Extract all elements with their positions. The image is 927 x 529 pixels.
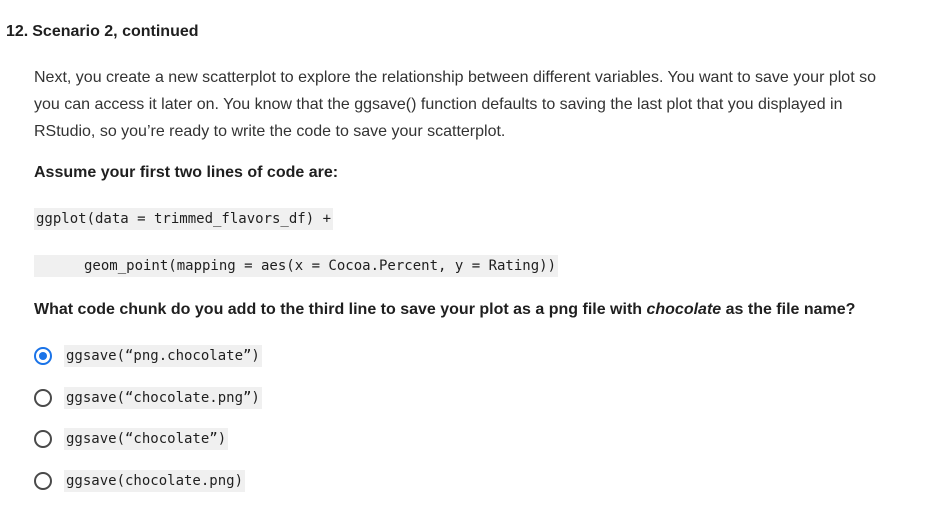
radio-unselected-icon[interactable] xyxy=(34,389,52,407)
code-line-1: ggplot(data = trimmed_flavors_df) + xyxy=(34,208,333,230)
answer-option-label: ggsave(chocolate.png) xyxy=(64,470,245,492)
scenario-description: Next, you create a new scatterplot to explore the relationship between different variables. You want to save your plot so you can access it later on. You know that the ggsave() function defaults to saving the last plot that you displayed in RStudio, so you’re ready to write the code to save your scatterplot. xyxy=(34,69,876,140)
answer-option-label: ggsave(“png.chocolate”) xyxy=(64,345,262,367)
prompt-text-after: as the file name? xyxy=(721,301,856,318)
question-number: 12. xyxy=(6,23,29,40)
prompt-text-before: What code chunk do you add to the third line to save your plot as a png file with xyxy=(34,301,647,318)
assume-label: Assume your first two lines of code are: xyxy=(34,164,339,181)
radio-unselected-icon[interactable] xyxy=(34,472,52,490)
answer-option-label: ggsave(“chocolate.png”) xyxy=(64,387,262,409)
answer-option-3[interactable] xyxy=(34,427,434,451)
question-heading xyxy=(6,23,199,41)
answer-option-1[interactable] xyxy=(34,344,434,368)
answer-options xyxy=(34,344,434,510)
answer-option-2[interactable] xyxy=(34,386,434,410)
radio-selected-icon[interactable] xyxy=(34,347,52,365)
answer-option-label: ggsave(“chocolate”) xyxy=(64,428,228,450)
answer-option-4[interactable] xyxy=(34,469,434,493)
question-title: Scenario 2, continued xyxy=(32,23,199,40)
code-line-2: geom_point(mapping = aes(x = Cocoa.Percent, y = Rating)) xyxy=(34,255,558,277)
prompt-emphasis: chocolate xyxy=(646,301,722,318)
radio-unselected-icon[interactable] xyxy=(34,430,52,448)
question-body xyxy=(34,64,884,489)
question-prompt xyxy=(34,299,855,321)
